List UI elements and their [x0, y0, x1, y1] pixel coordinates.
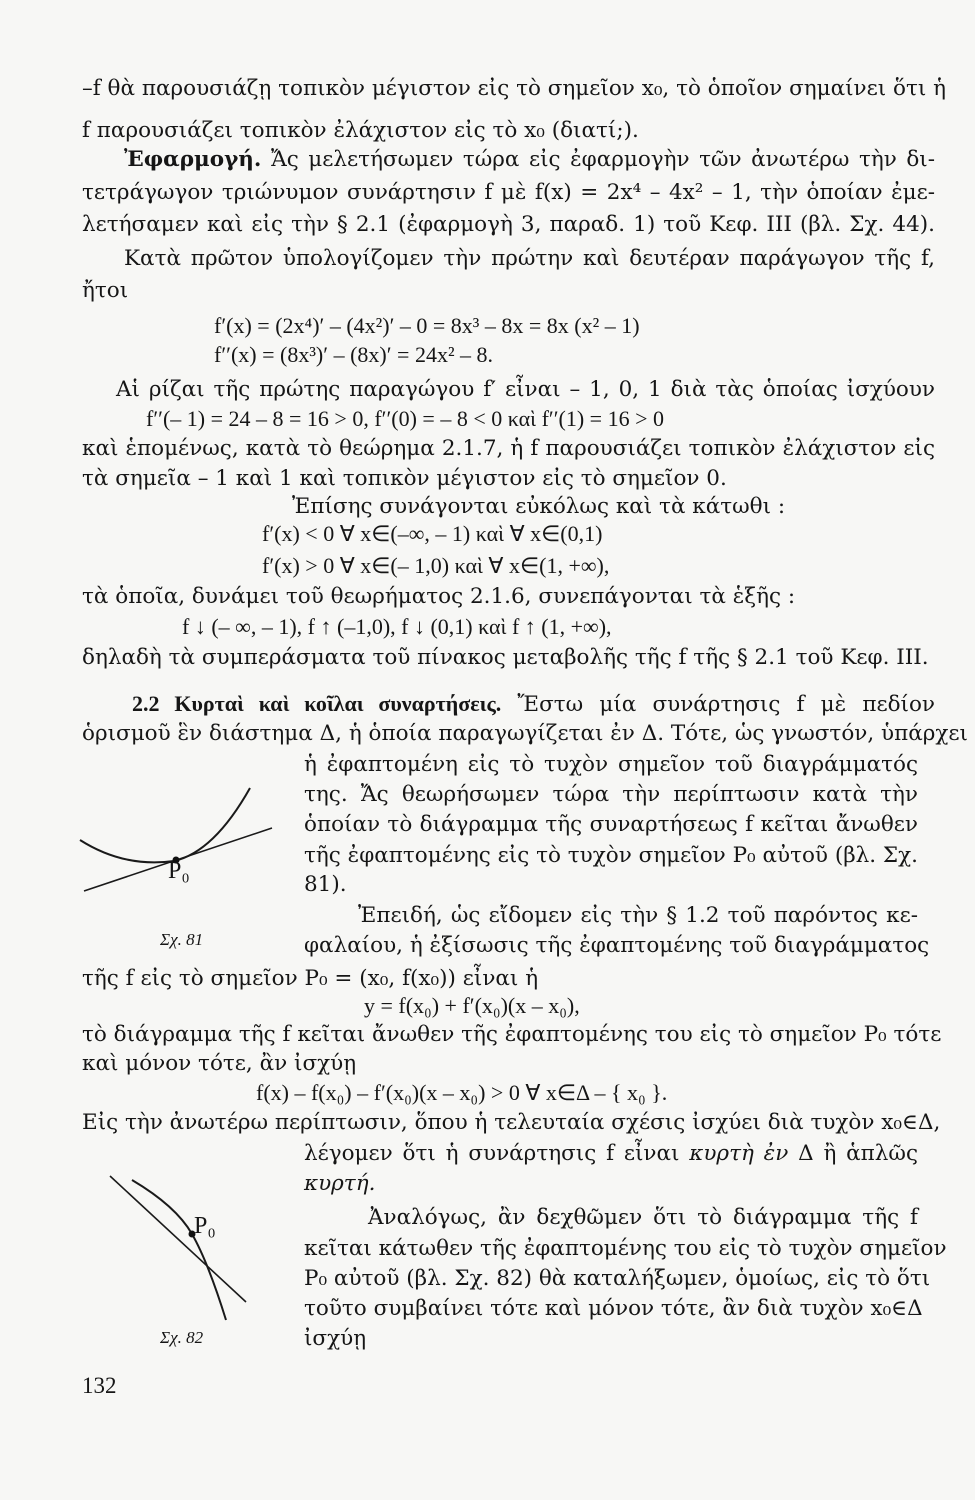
text-line: δηλαδὴ τὰ συμπεράσματα τοῦ πίνακος μεταβολῆς τῆς f τῆς § 2.1 τοῦ Κεφ. III.	[82, 645, 929, 670]
text-line: κεῖται κάτωθεν τῆς ἐφαπτομένης του εἰς τὸ τυχὸν σημεῖον	[304, 1236, 947, 1261]
text-line: –f θὰ παρουσιάζῃ τοπικὸν μέγιστον εἰς τὸ σημεῖον x₀, τὸ ὁποῖον σημαίνει ὅτι ἡ	[82, 76, 947, 101]
text-line	[132, 690, 935, 719]
text-line: f παρουσιάζει τοπικὸν ἐλάχιστον εἰς τὸ x₀ (διατί;).	[82, 118, 639, 143]
text-line: τὸ διάγραμμα τῆς f κεῖται ἄνωθεν τῆς ἐφαπτομένης του εἰς τὸ σημεῖον P₀ τότε	[82, 1022, 942, 1047]
equation: f′(x) > 0 ∀ x∈(– 1,0) καὶ ∀ x∈(1, +∞),	[262, 553, 610, 578]
text-line: λετήσαμεν καὶ εἰς τὴν § 2.1 (ἐφαρμογὴ 3, παραδ. 1) τοῦ Κεφ. III (βλ. Σχ. 44).	[82, 212, 935, 237]
text-line: Ἐπίσης συνάγονται εὐκόλως καὶ τὰ κάτωθι :	[292, 494, 786, 519]
text-line: καὶ μόνον τότε, ἂν ἰσχύῃ	[82, 1051, 357, 1076]
convex-curve	[80, 788, 250, 862]
text-line: Ἀναλόγως, ἂν δεχθῶμεν ὅτι τὸ διάγραμμα τῆς f	[368, 1205, 918, 1230]
text-fragment: λέγομεν ὅτι ἡ συνάρτησις f εἶναι	[304, 1141, 690, 1166]
term-italic: κυρτή.	[304, 1171, 376, 1196]
text-line: καὶ ἑπομένως, κατὰ τὸ θεώρημα 2.1.7, ἡ f παρουσιάζει τοπικὸν ἐλάχιστον εἰς	[82, 436, 935, 461]
text-line: της. Ἄς θεωρήσωμεν τώρα τὴν περίπτωσιν κατὰ τὴν	[304, 782, 918, 807]
section-label: Ἐφαρμογή.	[124, 147, 262, 172]
text-line: τὰ σημεῖα – 1 καὶ 1 καὶ τοπικὸν μέγιστον εἰς τὸ σημεῖον 0.	[82, 466, 727, 491]
text-line	[304, 1140, 918, 1168]
text-line: Κατὰ πρῶτον ὑπολογίζομεν τὴν πρώτην καὶ δευτέραν παράγωγον τῆς f,	[124, 246, 935, 271]
equation: f′(x) = (2x⁴)′ – (4x²)′ – 0 = 8x³ – 8x = 8x (x² – 1)	[214, 313, 640, 338]
text-line: τετράγωγον τριώνυμον συνάρτησιν f μὲ f(x) = 2x⁴ – 4x² – 1, τὴν ὁποίαν ἐμε-	[82, 180, 935, 205]
point-label: P₀	[194, 1213, 216, 1239]
page-number: 132	[82, 1373, 117, 1398]
equation: f ↓ (– ∞, – 1), f ↑ (–1,0), f ↓ (0,1) καὶ f ↑ (1, +∞),	[182, 614, 612, 639]
text-line: P₀ αὐτοῦ (βλ. Σχ. 82) θὰ καταλήξωμεν, ὁμοίως, εἰς τὸ ὅτι	[304, 1266, 931, 1291]
text-line: τοῦτο συμβαίνει τότε καὶ μόνον τότε, ἂν διὰ τυχὸν x₀∈Δ	[304, 1296, 923, 1321]
point-label: P₀	[168, 858, 190, 884]
figure-caption: Σχ. 81	[160, 930, 204, 949]
text-line: τῆς ἐφαπτομένης εἰς τὸ τυχὸν σημεῖον P₀ αὐτοῦ (βλ. Σχ.	[304, 843, 918, 868]
term-italic: κυρτὴ ἐν	[689, 1141, 789, 1166]
equation: f′′(x) = (8x³)′ – (8x)′ = 24x² – 8.	[214, 342, 494, 367]
text-line: ἤτοι	[82, 278, 129, 303]
concave-curve	[132, 1180, 226, 1320]
text-line: Εἰς τὴν ἀνωτέρω περίπτωσιν, ὅπου ἡ τελευταία σχέσις ἰσχύει διὰ τυχὸν x₀∈Δ,	[82, 1110, 941, 1135]
text-line: ἡ ἐφαπτομένη εἰς τὸ τυχὸν σημεῖον τοῦ διαγράμματός	[304, 752, 918, 777]
figure-82	[100, 1170, 320, 1340]
text-line: τὰ ὁποῖα, δυνάμει τοῦ θεωρήματος 2.1.6, συνεπάγονται τὰ ἑξῆς :	[82, 584, 796, 609]
figure-caption: Σχ. 82	[160, 1328, 204, 1347]
text-fragment: Ἔστω μία συνάρτησις f μὲ πεδίον	[501, 692, 935, 717]
text-line	[124, 146, 935, 174]
section-heading: 2.2 Κυρταὶ καὶ κοῖλαι συναρτήσεις.	[132, 691, 502, 716]
equation: f′′(– 1) = 24 – 8 = 16 > 0, f′′(0) = – 8 < 0 καὶ f′′(1) = 16 > 0	[146, 406, 664, 431]
text-fragment: Δ ἢ ἁπλῶς	[788, 1141, 918, 1166]
equation: f′(x) < 0 ∀ x∈(–∞, – 1) καὶ ∀ x∈(0,1)	[262, 521, 603, 546]
text-line: ὁρισμοῦ ἓν διάστημα Δ, ἡ ὁποία παραγωγίζεται ἐν Δ. Τότε, ὡς γνωστόν, ὑπάρχει	[82, 721, 968, 746]
text-line: τῆς f εἰς τὸ σημεῖον P₀ = (x₀, f(x₀)) εἶναι ἡ	[82, 966, 539, 991]
text-line: Ἐπειδή, ὡς εἴδομεν εἰς τὴν § 1.2 τοῦ παρόντος κε-	[358, 903, 918, 928]
text-line: 81).	[304, 872, 347, 897]
text-line: ἰσχύῃ	[304, 1326, 367, 1351]
text-line: ὁποίαν τὸ διάγραμμα τῆς συναρτήσεως f κεῖται ἄνωθεν	[304, 812, 918, 837]
equation: f(x) – f(x₀) – f′(x₀)(x – x₀) > 0 ∀ x∈Δ – { x₀ }.	[256, 1080, 668, 1105]
text-line: φαλαίου, ἡ ἐξίσωσις τῆς ἐφαπτομένης τοῦ διαγράμματος	[304, 933, 930, 958]
text-line: Αἱ ρίζαι τῆς πρώτης παραγώγου f′ εἶναι – 1, 0, 1 διὰ τὰς ὁποίας ἰσχύουν	[116, 377, 935, 402]
tangent-line	[110, 1176, 246, 1302]
equation: y = f(x₀) + f′(x₀)(x – x₀),	[364, 993, 580, 1018]
text-fragment: Ἄς μελετήσωμεν τώρα εἰς ἐφαρμογὴν τῶν ἀνωτέρω τὴν δι-	[261, 147, 935, 172]
